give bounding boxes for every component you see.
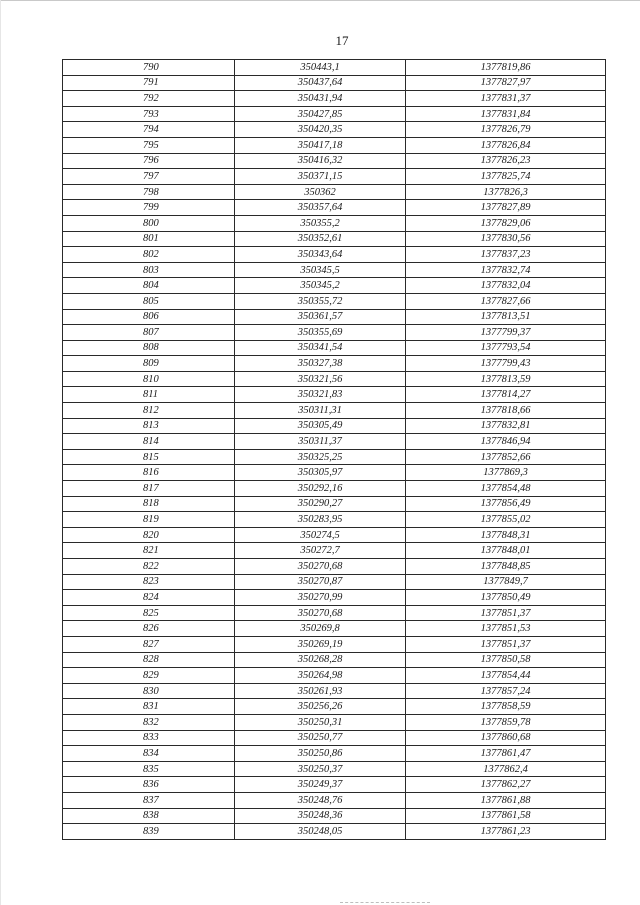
y-coordinate-cell: 1377818,66 bbox=[406, 403, 606, 419]
point-number-cell: 798 bbox=[63, 184, 235, 200]
x-coordinate-cell: 350420,35 bbox=[235, 122, 406, 138]
table-row bbox=[63, 169, 606, 185]
table-row bbox=[63, 761, 606, 777]
y-coordinate-cell: 1377849,7 bbox=[406, 574, 606, 590]
point-number-cell: 791 bbox=[63, 75, 235, 91]
y-coordinate-cell: 1377851,37 bbox=[406, 636, 606, 652]
x-coordinate-cell: 350431,94 bbox=[235, 91, 406, 107]
table-row bbox=[63, 481, 606, 497]
point-number-cell: 831 bbox=[63, 699, 235, 715]
point-number-cell: 799 bbox=[63, 200, 235, 216]
x-coordinate-cell: 350256,26 bbox=[235, 699, 406, 715]
table-row bbox=[63, 777, 606, 793]
table-row bbox=[63, 91, 606, 107]
x-coordinate-cell: 350270,68 bbox=[235, 605, 406, 621]
y-coordinate-cell: 1377851,37 bbox=[406, 605, 606, 621]
y-coordinate-cell: 1377813,51 bbox=[406, 309, 606, 325]
point-number-cell: 839 bbox=[63, 824, 235, 840]
x-coordinate-cell: 350248,05 bbox=[235, 824, 406, 840]
table-row bbox=[63, 746, 606, 762]
y-coordinate-cell: 1377862,4 bbox=[406, 761, 606, 777]
page-left-edge bbox=[0, 0, 1, 905]
y-coordinate-cell: 1377837,23 bbox=[406, 247, 606, 263]
point-number-cell: 794 bbox=[63, 122, 235, 138]
table-row bbox=[63, 683, 606, 699]
point-number-cell: 812 bbox=[63, 403, 235, 419]
x-coordinate-cell: 350268,28 bbox=[235, 652, 406, 668]
x-coordinate-cell: 350345,2 bbox=[235, 278, 406, 294]
x-coordinate-cell: 350357,64 bbox=[235, 200, 406, 216]
y-coordinate-cell: 1377854,48 bbox=[406, 481, 606, 497]
table-row bbox=[63, 559, 606, 575]
x-coordinate-cell: 350269,8 bbox=[235, 621, 406, 637]
y-coordinate-cell: 1377813,59 bbox=[406, 371, 606, 387]
point-number-cell: 830 bbox=[63, 683, 235, 699]
point-number-cell: 821 bbox=[63, 543, 235, 559]
table-row bbox=[63, 60, 606, 76]
x-coordinate-cell: 350250,37 bbox=[235, 761, 406, 777]
table-row bbox=[63, 137, 606, 153]
point-number-cell: 828 bbox=[63, 652, 235, 668]
y-coordinate-cell: 1377827,97 bbox=[406, 75, 606, 91]
table-row bbox=[63, 527, 606, 543]
y-coordinate-cell: 1377799,43 bbox=[406, 356, 606, 372]
point-number-cell: 818 bbox=[63, 496, 235, 512]
x-coordinate-cell: 350345,5 bbox=[235, 262, 406, 278]
y-coordinate-cell: 1377848,31 bbox=[406, 527, 606, 543]
y-coordinate-cell: 1377848,85 bbox=[406, 559, 606, 575]
table-row bbox=[63, 153, 606, 169]
y-coordinate-cell: 1377832,74 bbox=[406, 262, 606, 278]
coordinates-table-body bbox=[63, 60, 606, 840]
table-row bbox=[63, 122, 606, 138]
table-row bbox=[63, 215, 606, 231]
x-coordinate-cell: 350355,72 bbox=[235, 293, 406, 309]
point-number-cell: 790 bbox=[63, 60, 235, 76]
x-coordinate-cell: 350343,64 bbox=[235, 247, 406, 263]
y-coordinate-cell: 1377850,58 bbox=[406, 652, 606, 668]
x-coordinate-cell: 350443,1 bbox=[235, 60, 406, 76]
x-coordinate-cell: 350341,54 bbox=[235, 340, 406, 356]
table-row bbox=[63, 449, 606, 465]
x-coordinate-cell: 350417,18 bbox=[235, 137, 406, 153]
y-coordinate-cell: 1377861,47 bbox=[406, 746, 606, 762]
y-coordinate-cell: 1377827,66 bbox=[406, 293, 606, 309]
x-coordinate-cell: 350270,68 bbox=[235, 559, 406, 575]
table-row bbox=[63, 247, 606, 263]
y-coordinate-cell: 1377857,24 bbox=[406, 683, 606, 699]
table-row bbox=[63, 465, 606, 481]
table-row bbox=[63, 730, 606, 746]
point-number-cell: 836 bbox=[63, 777, 235, 793]
point-number-cell: 792 bbox=[63, 91, 235, 107]
point-number-cell: 793 bbox=[63, 106, 235, 122]
point-number-cell: 813 bbox=[63, 418, 235, 434]
y-coordinate-cell: 1377852,66 bbox=[406, 449, 606, 465]
table-row bbox=[63, 387, 606, 403]
point-number-cell: 825 bbox=[63, 605, 235, 621]
x-coordinate-cell: 350249,37 bbox=[235, 777, 406, 793]
x-coordinate-cell: 350355,69 bbox=[235, 325, 406, 341]
point-number-cell: 826 bbox=[63, 621, 235, 637]
point-number-cell: 807 bbox=[63, 325, 235, 341]
y-coordinate-cell: 1377832,81 bbox=[406, 418, 606, 434]
x-coordinate-cell: 350362 bbox=[235, 184, 406, 200]
y-coordinate-cell: 1377826,79 bbox=[406, 122, 606, 138]
point-number-cell: 816 bbox=[63, 465, 235, 481]
table-row bbox=[63, 434, 606, 450]
x-coordinate-cell: 350290,27 bbox=[235, 496, 406, 512]
table-row bbox=[63, 75, 606, 91]
x-coordinate-cell: 350371,15 bbox=[235, 169, 406, 185]
point-number-cell: 835 bbox=[63, 761, 235, 777]
x-coordinate-cell: 350250,31 bbox=[235, 714, 406, 730]
y-coordinate-cell: 1377861,58 bbox=[406, 808, 606, 824]
table-row bbox=[63, 309, 606, 325]
x-coordinate-cell: 350311,37 bbox=[235, 434, 406, 450]
point-number-cell: 823 bbox=[63, 574, 235, 590]
y-coordinate-cell: 1377860,68 bbox=[406, 730, 606, 746]
point-number-cell: 810 bbox=[63, 371, 235, 387]
x-coordinate-cell: 350248,36 bbox=[235, 808, 406, 824]
y-coordinate-cell: 1377850,49 bbox=[406, 590, 606, 606]
point-number-cell: 806 bbox=[63, 309, 235, 325]
point-number-cell: 802 bbox=[63, 247, 235, 263]
table-row bbox=[63, 356, 606, 372]
point-number-cell: 817 bbox=[63, 481, 235, 497]
y-coordinate-cell: 1377851,53 bbox=[406, 621, 606, 637]
point-number-cell: 797 bbox=[63, 169, 235, 185]
point-number-cell: 805 bbox=[63, 293, 235, 309]
point-number-cell: 814 bbox=[63, 434, 235, 450]
x-coordinate-cell: 350311,31 bbox=[235, 403, 406, 419]
point-number-cell: 808 bbox=[63, 340, 235, 356]
point-number-cell: 838 bbox=[63, 808, 235, 824]
table-row bbox=[63, 824, 606, 840]
x-coordinate-cell: 350270,99 bbox=[235, 590, 406, 606]
table-row bbox=[63, 418, 606, 434]
point-number-cell: 820 bbox=[63, 527, 235, 543]
y-coordinate-cell: 1377862,27 bbox=[406, 777, 606, 793]
y-coordinate-cell: 1377826,3 bbox=[406, 184, 606, 200]
table-row bbox=[63, 808, 606, 824]
point-number-cell: 837 bbox=[63, 792, 235, 808]
table-row bbox=[63, 652, 606, 668]
y-coordinate-cell: 1377858,59 bbox=[406, 699, 606, 715]
y-coordinate-cell: 1377831,37 bbox=[406, 91, 606, 107]
point-number-cell: 833 bbox=[63, 730, 235, 746]
table-row bbox=[63, 325, 606, 341]
point-number-cell: 803 bbox=[63, 262, 235, 278]
y-coordinate-cell: 1377829,06 bbox=[406, 215, 606, 231]
y-coordinate-cell: 1377861,23 bbox=[406, 824, 606, 840]
table-row bbox=[63, 792, 606, 808]
point-number-cell: 796 bbox=[63, 153, 235, 169]
table-row bbox=[63, 668, 606, 684]
y-coordinate-cell: 1377855,02 bbox=[406, 512, 606, 528]
y-coordinate-cell: 1377869,3 bbox=[406, 465, 606, 481]
x-coordinate-cell: 350325,25 bbox=[235, 449, 406, 465]
x-coordinate-cell: 350261,93 bbox=[235, 683, 406, 699]
y-coordinate-cell: 1377832,04 bbox=[406, 278, 606, 294]
x-coordinate-cell: 350250,86 bbox=[235, 746, 406, 762]
table-row bbox=[63, 340, 606, 356]
table-row bbox=[63, 106, 606, 122]
point-number-cell: 824 bbox=[63, 590, 235, 606]
table-row bbox=[63, 605, 606, 621]
table-row bbox=[63, 512, 606, 528]
page-top-edge bbox=[0, 0, 640, 3]
page-bottom-mark bbox=[340, 902, 430, 903]
point-number-cell: 827 bbox=[63, 636, 235, 652]
y-coordinate-cell: 1377826,84 bbox=[406, 137, 606, 153]
point-number-cell: 800 bbox=[63, 215, 235, 231]
table-row bbox=[63, 293, 606, 309]
table-row bbox=[63, 200, 606, 216]
coordinates-table bbox=[62, 59, 606, 840]
table-row bbox=[63, 543, 606, 559]
point-number-cell: 829 bbox=[63, 668, 235, 684]
table-row bbox=[63, 699, 606, 715]
x-coordinate-cell: 350305,97 bbox=[235, 465, 406, 481]
x-coordinate-cell: 350361,57 bbox=[235, 309, 406, 325]
x-coordinate-cell: 350264,98 bbox=[235, 668, 406, 684]
y-coordinate-cell: 1377861,88 bbox=[406, 792, 606, 808]
point-number-cell: 822 bbox=[63, 559, 235, 575]
x-coordinate-cell: 350283,95 bbox=[235, 512, 406, 528]
x-coordinate-cell: 350327,38 bbox=[235, 356, 406, 372]
page-number: 17 bbox=[335, 33, 349, 48]
point-number-cell: 815 bbox=[63, 449, 235, 465]
table-row bbox=[63, 231, 606, 247]
table-row bbox=[63, 714, 606, 730]
point-number-cell: 811 bbox=[63, 387, 235, 403]
x-coordinate-cell: 350427,85 bbox=[235, 106, 406, 122]
y-coordinate-cell: 1377814,27 bbox=[406, 387, 606, 403]
y-coordinate-cell: 1377799,37 bbox=[406, 325, 606, 341]
x-coordinate-cell: 350305,49 bbox=[235, 418, 406, 434]
point-number-cell: 809 bbox=[63, 356, 235, 372]
table-row bbox=[63, 496, 606, 512]
y-coordinate-cell: 1377859,78 bbox=[406, 714, 606, 730]
table-row bbox=[63, 371, 606, 387]
x-coordinate-cell: 350250,77 bbox=[235, 730, 406, 746]
x-coordinate-cell: 350352,61 bbox=[235, 231, 406, 247]
point-number-cell: 834 bbox=[63, 746, 235, 762]
x-coordinate-cell: 350321,83 bbox=[235, 387, 406, 403]
x-coordinate-cell: 350355,2 bbox=[235, 215, 406, 231]
x-coordinate-cell: 350321,56 bbox=[235, 371, 406, 387]
x-coordinate-cell: 350272,7 bbox=[235, 543, 406, 559]
x-coordinate-cell: 350292,16 bbox=[235, 481, 406, 497]
table-row bbox=[63, 621, 606, 637]
point-number-cell: 795 bbox=[63, 137, 235, 153]
table-row bbox=[63, 278, 606, 294]
table-row bbox=[63, 184, 606, 200]
table-row bbox=[63, 574, 606, 590]
table-row bbox=[63, 590, 606, 606]
table-row bbox=[63, 262, 606, 278]
y-coordinate-cell: 1377846,94 bbox=[406, 434, 606, 450]
y-coordinate-cell: 1377848,01 bbox=[406, 543, 606, 559]
y-coordinate-cell: 1377827,89 bbox=[406, 200, 606, 216]
point-number-cell: 832 bbox=[63, 714, 235, 730]
x-coordinate-cell: 350248,76 bbox=[235, 792, 406, 808]
y-coordinate-cell: 1377819,86 bbox=[406, 60, 606, 76]
y-coordinate-cell: 1377854,44 bbox=[406, 668, 606, 684]
x-coordinate-cell: 350270,87 bbox=[235, 574, 406, 590]
x-coordinate-cell: 350269,19 bbox=[235, 636, 406, 652]
table-row bbox=[63, 636, 606, 652]
y-coordinate-cell: 1377826,23 bbox=[406, 153, 606, 169]
y-coordinate-cell: 1377856,49 bbox=[406, 496, 606, 512]
y-coordinate-cell: 1377793,54 bbox=[406, 340, 606, 356]
table-row bbox=[63, 403, 606, 419]
x-coordinate-cell: 350437,64 bbox=[235, 75, 406, 91]
point-number-cell: 804 bbox=[63, 278, 235, 294]
point-number-cell: 819 bbox=[63, 512, 235, 528]
point-number-cell: 801 bbox=[63, 231, 235, 247]
x-coordinate-cell: 350416,32 bbox=[235, 153, 406, 169]
y-coordinate-cell: 1377830,56 bbox=[406, 231, 606, 247]
y-coordinate-cell: 1377831,84 bbox=[406, 106, 606, 122]
y-coordinate-cell: 1377825,74 bbox=[406, 169, 606, 185]
x-coordinate-cell: 350274,5 bbox=[235, 527, 406, 543]
